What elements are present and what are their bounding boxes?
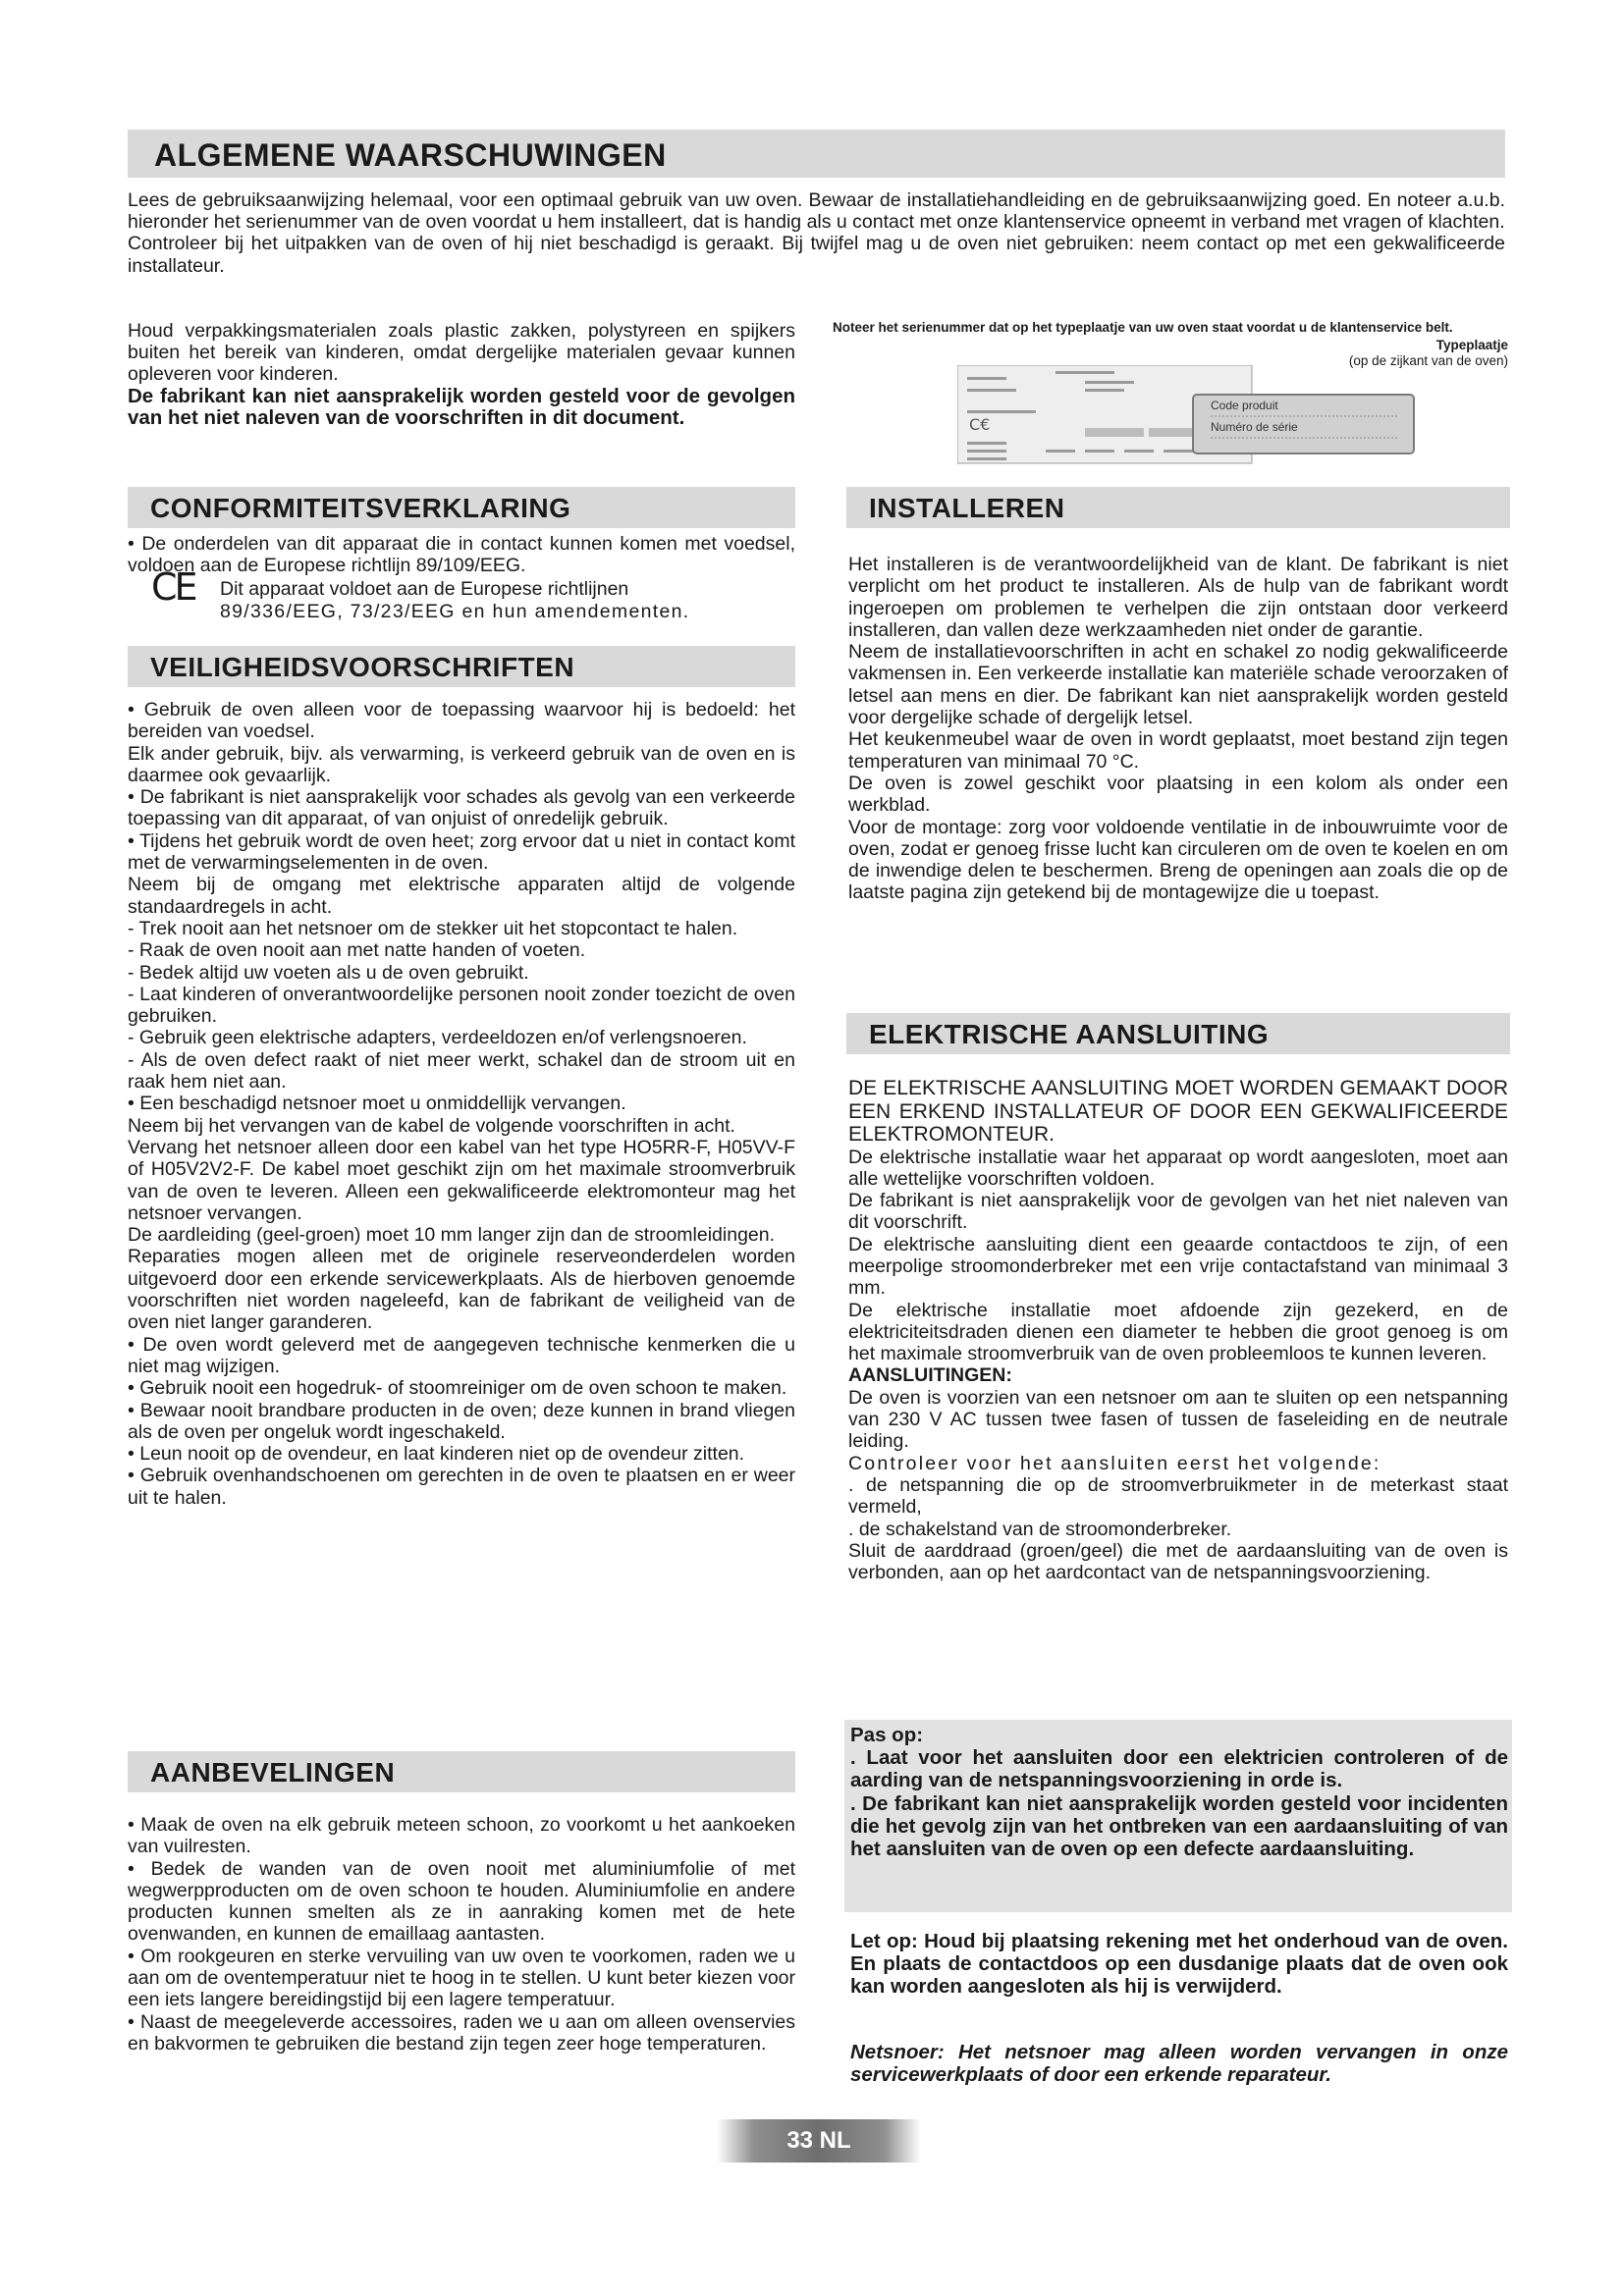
install-text bbox=[848, 554, 1508, 904]
intro-left-text bbox=[128, 320, 795, 429]
netsnoer-text: Netsnoer: Het netsnoer mag alleen worden vervangen in onze servicewerkplaats of door een erkende reparateur. bbox=[850, 2041, 1508, 2087]
electrical-line: De fabrikant is niet aansprakelijk voor de gevolgen van het niet naleven van dit voorschrift. bbox=[848, 1190, 1508, 1234]
conformity-ce-row bbox=[128, 565, 795, 622]
install-line: Het keukenmeubel waar de oven in wordt geplaatst, moet bestand zijn tegen temperaturen van minimaal 70 °C. bbox=[848, 728, 1508, 773]
safety-line: - Gebruik geen elektrische adapters, verdeeldozen en/of verlengsnoeren. bbox=[128, 1027, 747, 1049]
typeplate-numero-serie: Numéro de série bbox=[1211, 420, 1298, 434]
safety-line: Reparaties mogen alleen met de originele reserveonderdelen worden uitgevoerd door een erkende servicewerkplaats. Als de hierboven genoemde voorschriften niet worden nageleefd, kan de fabrikant de veiligheid van de oven niet langer garanderen. bbox=[128, 1246, 795, 1334]
let-op-text: Let op: Houd bij plaatsing rekening met het onderhoud van de oven. En plaats de contactdoos op een dusdanige plaats dat de oven ook kan worden aangesloten als hij is verwijderd. bbox=[850, 1930, 1508, 1999]
typeplate-drawing bbox=[957, 365, 1419, 468]
caution-paragraph-1: . Laat voor het aansluiten door een elektricien controleren of de aarding van de netspanningsvoorziening in orde is. bbox=[850, 1746, 1508, 1792]
page-title: ALGEMENE WAARSCHUWINGEN bbox=[128, 130, 1505, 178]
ce-mark-icon: CE bbox=[151, 565, 195, 610]
typeplate-caption bbox=[833, 320, 1508, 336]
typeplate-label: Typeplaatje bbox=[1435, 338, 1508, 352]
safety-line: • Gebruik de oven alleen voor de toepassing waarvoor hij is bedoeld: het bereiden van voedsel. bbox=[128, 699, 795, 743]
caution-title: Pas op: bbox=[850, 1724, 924, 1746]
conformity-paragraph-1: • De onderdelen van dit apparaat die in contact kunnen komen met voedsel, voldoen aan de Europese richtlijn 89/109/EEG. bbox=[128, 533, 795, 577]
conformity-line-2: 89/336/EEG, 73/23/EEG en hun amendementen. bbox=[220, 600, 690, 622]
safety-line: - Laat kinderen of onverantwoordelijke personen nooit zonder toezicht de oven gebruiken. bbox=[128, 983, 795, 1028]
safety-line: - Als de oven defect raakt of niet meer werkt, schakel dan de stroom uit en raak hem niet aan. bbox=[128, 1048, 795, 1094]
electrical-line: De elektrische installatie moet afdoende zijn gezekerd, en de elektriciteitsdraden dienen een diameter te hebben die groot genoeg is om het maximale stroomverbruik van de oven probleemloos te kunnen leveren. bbox=[848, 1299, 1508, 1365]
connections-line: . de netspanning die op de stroomverbruikmeter in de meterkast staat vermeld, bbox=[848, 1473, 1508, 1519]
section-header-recommendations: AANBEVELINGEN bbox=[128, 1751, 795, 1792]
electrical-text bbox=[848, 1077, 1508, 1583]
connections-line: Sluit de aarddraad (groen/geel) die met de aardaansluiting van de oven is verbonden, aan op het aardcontact van de netspanningsvoorziening. bbox=[848, 1539, 1508, 1584]
page-number: 33 NL bbox=[717, 2119, 921, 2163]
recommendations-line: • Om rookgeuren en sterke vervuiling van uw oven te voorkomen, raden we u aan om de oventemperatuur niet te hoog in te stellen. U kunt beter kiezen voor een iets langere bereidingstijd bij een lagere temperatuur. bbox=[128, 1945, 795, 2011]
recommendations-line: • Maak de oven na elk gebruik meteen schoon, zo voorkomt u het aankoeken van vuilresten. bbox=[128, 1814, 795, 1858]
install-line: Voor de montage: zorg voor voldoende ventilatie in de inbouwruimte voor de oven, zodat er genoeg frisse lucht kan circuleren om de oven te koelen en om de inwendige delen te beschermen. Breng de openingen aan zoals die op de laatste pagina zijn getekend bij de montagewijze die u toepast. bbox=[848, 816, 1508, 904]
safety-line: • De oven wordt geleverd met de aangegeven technische kenmerken die u niet mag wijzigen. bbox=[128, 1333, 795, 1377]
safety-line: Neem bij het vervangen van de kabel de volgende voorschriften in acht. bbox=[128, 1114, 735, 1137]
safety-line: • Een beschadigd netsnoer moet u onmiddellijk vervangen. bbox=[128, 1093, 626, 1115]
conformity-line-1: Dit apparaat voldoet aan de Europese richtlijnen bbox=[220, 578, 629, 601]
svg-text:C€: C€ bbox=[969, 415, 991, 434]
intro-paragraph-4: De fabrikant kan niet aansprakelijk worden gesteld voor de gevolgen van het niet naleven van de voorschriften in dit document. bbox=[128, 384, 795, 429]
connections-title: AANSLUITINGEN: bbox=[848, 1364, 1012, 1387]
electrical-caps: DE ELEKTRISCHE AANSLUITING MOET WORDEN GEMAAKT DOOR EEN ERKEND INSTALLATEUR OF DOOR EEN GEKWALIFICEERDE ELEKTROMONTEUR. bbox=[848, 1077, 1508, 1146]
safety-line: Vervang het netsnoer alleen door een kabel van het type HO5RR-F, H05VV-F of H05V2V2-F. De kabel moet geschikt zijn om het maximale stroomverbruik van de oven te leveren. Alleen een gekwalificeerde elektromonteur mag het netsnoer vervangen. bbox=[128, 1136, 795, 1224]
conformity-text bbox=[128, 533, 795, 622]
electrical-line: De elektrische aansluiting dient een geaarde contactdoos te zijn, of een meerpolige stroomonderbreker met een vrije contactafstand van minimaal 3 mm. bbox=[848, 1233, 1508, 1300]
recommendations-line: • Bedek de wanden van de oven nooit met aluminiumfolie of met wegwerpproducten om de oven schoon te houden. Aluminiumfolie en andere producten kunnen smelten als ze in aanraking komen met de hete ovenwanden, en kunnen de emaillaag aantasten. bbox=[128, 1857, 795, 1946]
intro-paragraph-3: Houd verpakkingsmaterialen zoals plastic zakken, polystyreen en spijkers buiten het bereik van kinderen, omdat dergelijke materialen gevaar kunnen opleveren voor kinderen. bbox=[128, 320, 795, 386]
safety-text bbox=[128, 699, 795, 1509]
install-line: Neem de installatievoorschriften in acht en schakel zo nodig gekwalificeerde vakmensen in. Een verkeerde installatie kan materiële schade veroorzaken of letsel aan mens en dier. De fabrikant kan niet aansprakelijk worden gesteld voor dergelijke schade of dergelijk letsel. bbox=[848, 641, 1508, 729]
electrical-line: De elektrische installatie waar het apparaat op wordt aangesloten, moet aan alle wettelijke voorschriften voldoen. bbox=[848, 1146, 1508, 1190]
intro-text bbox=[128, 189, 1505, 277]
typeplate-sub: (op de zijkant van de oven) bbox=[1348, 353, 1508, 368]
install-line: Het installeren is de verantwoordelijkheid van de klant. De fabrikant is niet verplicht om het product te installeren. Als de hulp van de fabrikant wordt ingeroepen om problemen te verhelpen die zijn ontstaan door verkeerd installeren, dan vallen deze werkzaamheden niet onder de garantie. bbox=[848, 554, 1508, 641]
intro-paragraph-2: Controleer bij het uitpakken van de oven of hij niet beschadigd is geraakt. Bij twijfel mag u de oven niet gebruiken: neem contact op met een gekwalificeerde installateur. bbox=[128, 233, 1505, 277]
section-header-safety: VEILIGHEIDSVOORSCHRIFTEN bbox=[128, 646, 795, 687]
safety-line: - Bedek altijd uw voeten als u de oven gebruikt. bbox=[128, 961, 529, 984]
safety-line: De aardleiding (geel-groen) moet 10 mm langer zijn dan de stroomleidingen. bbox=[128, 1224, 776, 1247]
recommendations-line: • Naast de meegeleverde accessoires, raden we u aan om alleen ovenservies en bakvormen te gebruiken die bestand zijn tegen zeer hoge temperaturen. bbox=[128, 2010, 795, 2055]
typeplate-image bbox=[957, 365, 1419, 468]
caution-text bbox=[850, 1724, 1508, 1860]
connections-line: De oven is voorzien van een netsnoer om aan te sluiten op een netspanning van 230 V AC tussen twee fasen of tussen de faseleiding en de neutrale leiding. bbox=[848, 1386, 1508, 1453]
conformity-ce-text bbox=[220, 578, 795, 621]
safety-line: • Gebruik nooit een hogedruk- of stoomreiniger om de oven schoon te maken. bbox=[128, 1377, 787, 1400]
section-header-conformity: CONFORMITEITSVERKLARING bbox=[128, 487, 795, 528]
typeplate-caption-text: Noteer het serienummer dat op het typeplaatje van uw oven staat voordat u de klantenservice belt. bbox=[833, 320, 1453, 335]
safety-line: • Leun nooit op de ovendeur, en laat kinderen niet op de ovendeur zitten. bbox=[128, 1443, 745, 1466]
safety-line: • Tijdens het gebruik wordt de oven heet; zorg ervoor dat u niet in contact komt met de verwarmingselementen in de oven. bbox=[128, 829, 795, 875]
safety-line: • De fabrikant is niet aansprakelijk voor schades als gevolg van een verkeerde toepassing van dit apparaat, of van onjuist of onredelijk gebruik. bbox=[128, 786, 795, 830]
connections-line: . de schakelstand van de stroomonderbreker. bbox=[848, 1518, 1232, 1540]
section-header-install: INSTALLEREN bbox=[846, 487, 1510, 528]
caution-paragraph-2: . De fabrikant kan niet aansprakelijk worden gesteld voor incidenten die het gevolg zijn van het ontbreken van een aardaansluiting of van het aansluiten van de oven op een defecte aardaansluiting. bbox=[850, 1791, 1508, 1861]
connections-line: Controleer voor het aansluiten eerst het volgende: bbox=[848, 1452, 1381, 1474]
safety-line: • Bewaar nooit brandbare producten in de oven; deze kunnen in brand vliegen als de oven per ongeluk wordt ingeschakeld. bbox=[128, 1399, 795, 1443]
install-line: De oven is zowel geschikt voor plaatsing in een kolom als onder een werkblad. bbox=[848, 772, 1508, 817]
recommendations-text bbox=[128, 1814, 795, 2055]
safety-line: Elk ander gebruik, bijv. als verwarming, is verkeerd gebruik van de oven en is daarmee ook gevaarlijk. bbox=[128, 742, 795, 786]
safety-line: • Gebruik ovenhandschoenen om gerechten in de oven te plaatsen en er weer uit te halen. bbox=[128, 1465, 795, 1509]
safety-line: - Raak de oven nooit aan met natte handen of voeten. bbox=[128, 939, 586, 962]
safety-line: - Trek nooit aan het netsnoer om de stekker uit het stopcontact te halen. bbox=[128, 917, 738, 939]
typeplate-code-produit: Code produit bbox=[1211, 399, 1278, 412]
safety-line: Neem bij de omgang met elektrische apparaten altijd de volgende standaardregels in acht. bbox=[128, 874, 795, 918]
section-header-electrical: ELEKTRISCHE AANSLUITING bbox=[846, 1013, 1510, 1054]
intro-paragraph-1: Lees de gebruiksaanwijzing helemaal, voor een optimaal gebruik van uw oven. Bewaar de installatiehandleiding en de gebruiksaanwijzing goed. En noteer a.u.b. hieronder het serienummer van de oven voordat u hem installeert, dat is handig als u contact met onze klantenservice opneemt in verband met vragen of klachten. bbox=[128, 189, 1505, 234]
